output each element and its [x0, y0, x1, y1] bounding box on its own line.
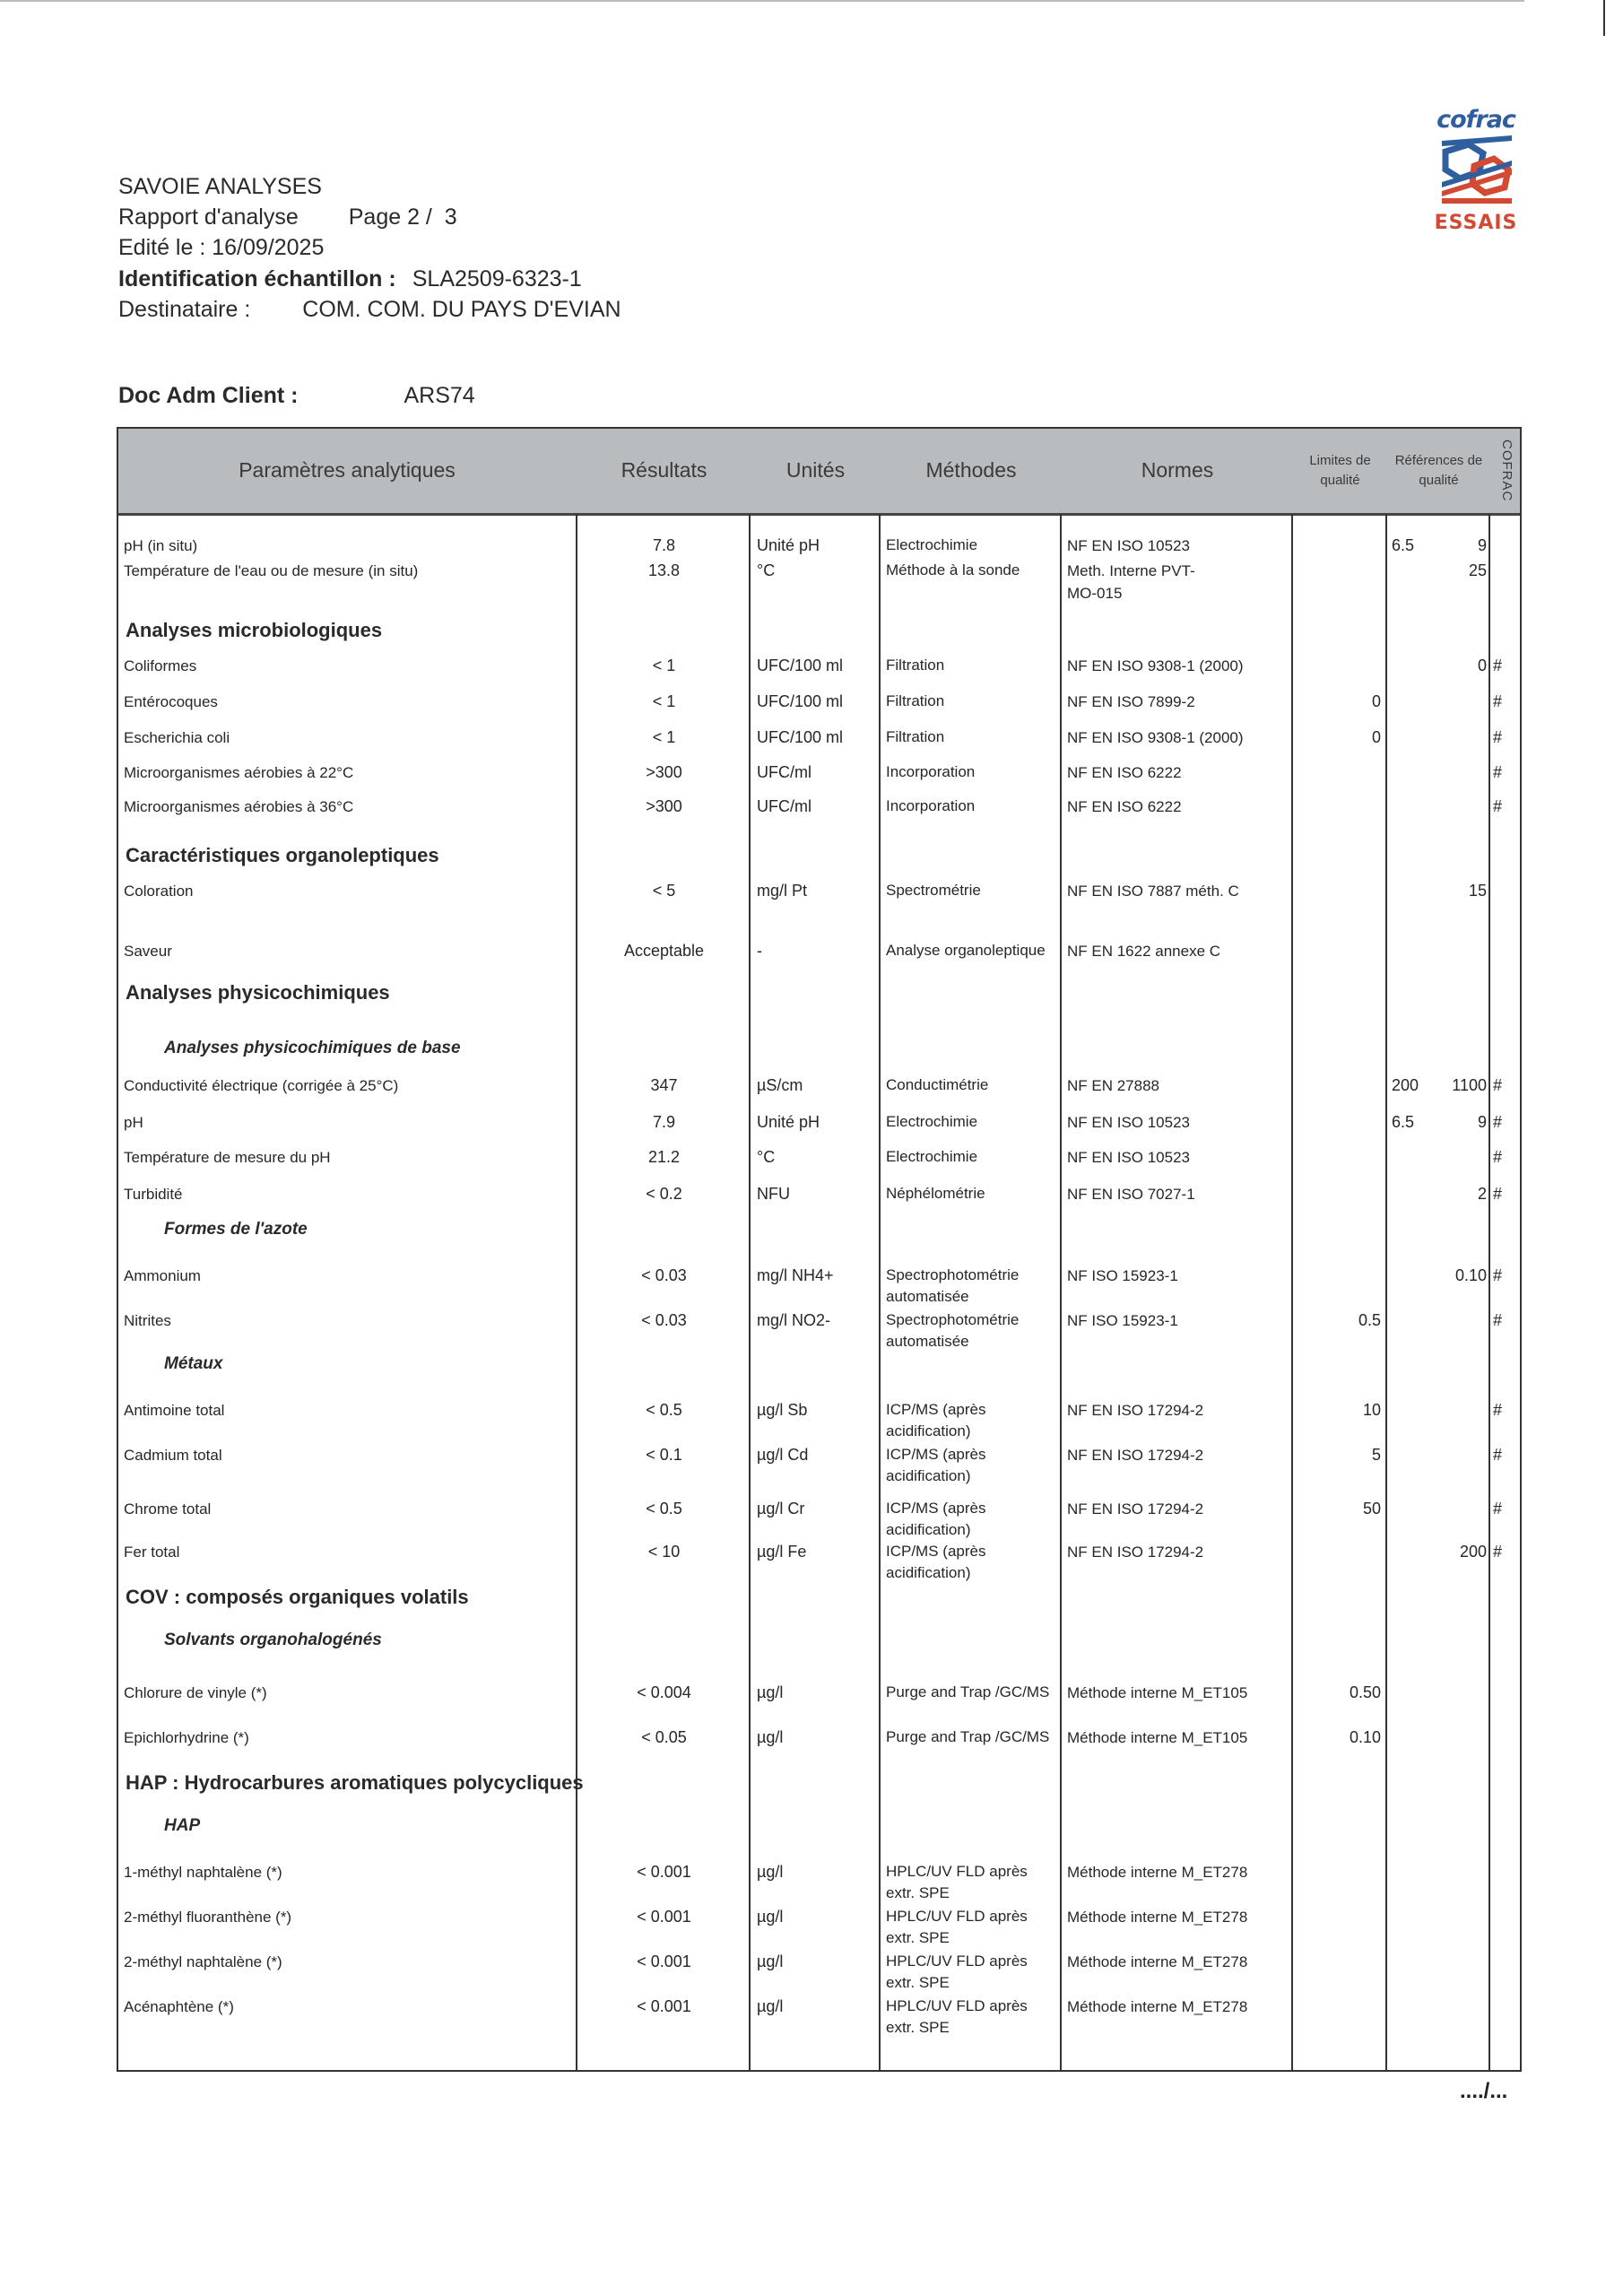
quality-limit: 0.50: [1349, 1683, 1381, 1701]
quality-reference-max: 9: [1477, 1113, 1487, 1131]
param-name: Escherichia coli: [124, 729, 230, 746]
method: Néphélométrie: [886, 1185, 985, 1202]
unit: NFU: [757, 1185, 790, 1203]
result-value: < 1: [652, 692, 676, 710]
param-name: Température de l'eau ou de mesure (in situ): [124, 562, 419, 579]
quality-limit: 5: [1371, 1446, 1381, 1464]
method: ICP/MS (après acidification): [886, 1446, 986, 1484]
col-divider: [1060, 514, 1062, 2070]
method: Analyse organoleptique: [886, 942, 1046, 959]
param-name: 1-méthyl naphtalène (*): [124, 1864, 282, 1881]
param-name: Microorganismes aérobies à 36°C: [124, 798, 354, 815]
recipient-line: [118, 297, 621, 323]
recipient-value: COM. COM. DU PAYS D'EVIAN: [302, 297, 621, 322]
unit: UFC/ml: [757, 763, 812, 781]
method: Conductimétrie: [886, 1076, 989, 1093]
quality-reference-max: 0.10: [1454, 1266, 1487, 1284]
doc-adm-value: ARS74: [404, 383, 475, 408]
unit: °C: [757, 561, 776, 579]
unit: µg/l: [757, 1952, 784, 1970]
cofrac-logo-text: cofrac: [1436, 106, 1515, 134]
method: Filtration: [886, 692, 945, 709]
quality-reference-max: 15: [1468, 882, 1487, 900]
unit: µg/l: [757, 1863, 784, 1881]
sample-id-value: SLA2509-6323-1: [412, 266, 582, 291]
quality-reference-min: 200: [1392, 1076, 1419, 1094]
unit: Unité pH: [757, 536, 820, 554]
norm: NF EN ISO 10523: [1067, 1149, 1191, 1166]
unit: UFC/100 ml: [757, 728, 844, 746]
param-name: pH: [124, 1114, 143, 1131]
quality-limit: 50: [1362, 1500, 1381, 1518]
param-name: Ammonium: [124, 1267, 201, 1284]
cofrac-mark: #: [1493, 1113, 1503, 1131]
norm: Méthode interne M_ET278: [1067, 1864, 1248, 1881]
norm: NF EN 27888: [1067, 1077, 1159, 1094]
col-header-quality-references: Références de qualité: [1394, 453, 1483, 488]
recipient-label: Destinataire :: [118, 297, 251, 322]
unit: mg/l NH4+: [757, 1266, 834, 1284]
unit: UFC/100 ml: [757, 657, 844, 674]
norm: NF EN ISO 6222: [1067, 798, 1182, 815]
norm: NF EN ISO 17294-2: [1067, 1500, 1204, 1518]
quality-limit: 0: [1371, 728, 1381, 746]
norm: NF EN ISO 6222: [1067, 764, 1182, 781]
norm: NF EN ISO 7899-2: [1067, 693, 1195, 710]
norm: NF EN ISO 7887 méth. C: [1067, 883, 1239, 900]
param-name: Nitrites: [124, 1312, 171, 1329]
unit: µg/l Sb: [757, 1401, 808, 1419]
unit: µg/l: [757, 1908, 784, 1926]
result-value: < 5: [652, 882, 676, 900]
method: ICP/MS (après acidification): [886, 1401, 986, 1439]
cofrac-mark: #: [1493, 1185, 1503, 1203]
unit: °C: [757, 1148, 776, 1166]
quality-reference-min: 6.5: [1392, 1113, 1415, 1131]
cofrac-mark: #: [1493, 1446, 1503, 1464]
method: Electrochimie: [886, 536, 978, 553]
norm: Méthode interne M_ET278: [1067, 1909, 1248, 1926]
col-header-parameters: Paramètres analytiques: [239, 458, 456, 483]
quality-limit: 0: [1371, 692, 1381, 710]
lab-name: SAVOIE ANALYSES: [118, 174, 322, 199]
result-value: Acceptable: [623, 942, 705, 960]
section-heading: HAP : Hydrocarbures aromatiques polycycliques: [126, 1771, 584, 1794]
method: Spectrophotométrie automatisée: [886, 1311, 1020, 1350]
method: Purge and Trap /GC/MS: [886, 1683, 1050, 1700]
cofrac-mark: #: [1493, 1401, 1503, 1419]
quality-limit: 0.5: [1358, 1311, 1381, 1329]
cofrac-logo: [1433, 106, 1519, 242]
cofrac-mark: #: [1493, 657, 1503, 674]
method: Purge and Trap /GC/MS: [886, 1728, 1050, 1745]
param-name: pH (in situ): [124, 537, 198, 554]
cofrac-mark: #: [1493, 728, 1503, 746]
result-value: < 0.001: [637, 1908, 691, 1926]
cofrac-mark: #: [1493, 692, 1503, 710]
report-label: Rapport d'analyse: [118, 204, 299, 230]
result-value: >300: [646, 763, 682, 781]
method: HPLC/UV FLD après extr. SPE: [886, 1952, 1028, 1991]
result-value: < 0.001: [637, 1997, 691, 2015]
cofrac-mark: #: [1493, 1148, 1503, 1166]
cofrac-mark: #: [1493, 1076, 1503, 1094]
param-name: Coliformes: [124, 657, 197, 674]
norm: NF EN ISO 10523: [1067, 1114, 1191, 1131]
section-heading: Caractéristiques organoleptiques: [126, 844, 439, 866]
result-value: 7.9: [652, 1113, 676, 1131]
unit: mg/l Pt: [757, 882, 808, 900]
essais-logo-text: ESSAIS: [1434, 212, 1518, 234]
method: Incorporation: [886, 763, 976, 780]
method: Filtration: [886, 657, 945, 674]
method: Incorporation: [886, 797, 976, 814]
unit: UFC/ml: [757, 797, 812, 815]
param-name: Fer total: [124, 1544, 180, 1561]
result-value: 13.8: [647, 561, 681, 579]
param-name: Cadmium total: [124, 1447, 222, 1464]
norm: NF EN ISO 9308-1 (2000): [1067, 729, 1244, 746]
edited-date: Edité le : 16/09/2025: [118, 235, 325, 260]
norm: Meth. Interne PVT-MO-015: [1067, 562, 1195, 602]
col-header-cofrac: COFRAC: [1498, 439, 1515, 502]
norm: Méthode interne M_ET105: [1067, 1684, 1248, 1701]
col-header-norms: Normes: [1141, 458, 1214, 483]
unit: µg/l Fe: [757, 1543, 807, 1561]
quality-reference-max: 9: [1477, 536, 1487, 554]
quality-reference-min: 6.5: [1392, 536, 1415, 554]
quality-limit: 10: [1362, 1401, 1381, 1419]
norm: NF EN ISO 17294-2: [1067, 1447, 1204, 1464]
quality-reference-max: 2: [1477, 1185, 1487, 1203]
report-title-line: [118, 204, 457, 230]
doc-adm-line: [118, 383, 475, 409]
unit: µg/l Cr: [757, 1500, 805, 1518]
method: Méthode à la sonde: [886, 561, 1020, 578]
result-value: < 1: [652, 657, 676, 674]
norm: NF ISO 15923-1: [1067, 1267, 1178, 1284]
method: Electrochimie: [886, 1148, 978, 1165]
param-name: Epichlorhydrine (*): [124, 1729, 249, 1746]
norm: NF EN ISO 9308-1 (2000): [1067, 657, 1244, 674]
col-divider: [1385, 514, 1387, 2070]
norm: NF EN 1622 annexe C: [1067, 943, 1221, 960]
param-name: 2-méthyl fluoranthène (*): [124, 1909, 292, 1926]
unit: µg/l: [757, 1997, 784, 2015]
section-heading: Analyses physicochimiques: [126, 981, 390, 1004]
result-value: < 0.1: [646, 1446, 682, 1464]
subsection-heading: Formes de l'azote: [164, 1220, 308, 1239]
result-value: < 10: [647, 1543, 681, 1561]
norm: Méthode interne M_ET278: [1067, 1953, 1248, 1970]
param-name: Microorganismes aérobies à 22°C: [124, 764, 354, 781]
subsection-heading: Analyses physicochimiques de base: [164, 1039, 461, 1057]
unit: -: [757, 942, 762, 960]
norm: NF ISO 15923-1: [1067, 1312, 1178, 1329]
col-header-methods: Méthodes: [925, 458, 1017, 483]
norm: Méthode interne M_ET105: [1067, 1729, 1248, 1746]
analysis-table: [117, 427, 1522, 2072]
cofrac-mark: #: [1493, 1500, 1503, 1518]
col-header-quality-limits: Limites de qualité: [1309, 453, 1371, 488]
cofrac-mark: #: [1493, 1311, 1503, 1329]
param-name: Conductivité électrique (corrigée à 25°C): [124, 1077, 399, 1094]
result-value: 7.8: [652, 536, 676, 554]
norm: Méthode interne M_ET278: [1067, 1998, 1248, 2015]
scan-top-edge: [0, 0, 1524, 2]
cofrac-mark: #: [1493, 797, 1503, 815]
result-value: < 0.001: [637, 1863, 691, 1881]
method: ICP/MS (après acidification): [886, 1543, 986, 1581]
sample-id-label: Identification échantillon :: [118, 266, 396, 291]
scan-right-edge: [1603, 0, 1605, 36]
result-value: < 0.03: [641, 1311, 687, 1329]
result-value: < 0.2: [646, 1185, 682, 1203]
sample-id-line: [118, 266, 582, 292]
norm: NF EN ISO 7027-1: [1067, 1186, 1195, 1203]
param-name: Antimoine total: [124, 1402, 225, 1419]
result-value: < 0.001: [637, 1952, 691, 1970]
norm: NF EN ISO 17294-2: [1067, 1544, 1204, 1561]
result-value: 21.2: [647, 1148, 681, 1166]
col-header-results: Résultats: [621, 458, 707, 483]
param-name: 2-méthyl naphtalène (*): [124, 1953, 282, 1970]
method: Spectrométrie: [886, 882, 981, 899]
quality-reference-max: 200: [1459, 1543, 1487, 1561]
result-value: < 0.5: [646, 1401, 682, 1419]
param-name: Entérocoques: [124, 693, 218, 710]
quality-reference-max: 0: [1477, 657, 1487, 674]
method: Electrochimie: [886, 1113, 978, 1130]
method: HPLC/UV FLD après extr. SPE: [886, 1908, 1028, 1946]
result-value: < 0.004: [637, 1683, 691, 1701]
unit: µg/l: [757, 1683, 784, 1701]
cofrac-mark: #: [1493, 1543, 1503, 1561]
result-value: < 0.03: [641, 1266, 687, 1284]
param-name: Coloration: [124, 883, 194, 900]
result-value: < 0.05: [641, 1728, 687, 1746]
param-name: Acénaphtène (*): [124, 1998, 234, 2015]
method: HPLC/UV FLD après extr. SPE: [886, 1863, 1028, 1901]
quality-reference-max: 25: [1468, 561, 1487, 579]
section-heading: Analyses microbiologiques: [126, 619, 383, 641]
page-indicator: Page 2 / 3: [348, 204, 457, 230]
param-name: Saveur: [124, 943, 172, 960]
quality-limit: 0.10: [1349, 1728, 1381, 1746]
continuation-mark: ..../...: [1460, 2079, 1508, 2103]
method: ICP/MS (après acidification): [886, 1500, 986, 1538]
method: Spectrophotométrie automatisée: [886, 1266, 1020, 1305]
result-value: < 0.5: [646, 1500, 682, 1518]
method: Filtration: [886, 728, 945, 745]
cofrac-mark: #: [1493, 763, 1503, 781]
norm: NF EN ISO 10523: [1067, 537, 1191, 554]
subsection-heading: Métaux: [164, 1354, 223, 1373]
param-name: Chlorure de vinyle (*): [124, 1684, 267, 1701]
result-value: < 1: [652, 728, 676, 746]
param-name: Température de mesure du pH: [124, 1149, 331, 1166]
unit: µg/l: [757, 1728, 784, 1746]
unit: mg/l NO2-: [757, 1311, 831, 1329]
section-heading: COV : composés organiques volatils: [126, 1586, 469, 1608]
quality-reference-max: 1100: [1452, 1076, 1487, 1094]
method: HPLC/UV FLD après extr. SPE: [886, 1997, 1028, 2036]
param-name: Turbidité: [124, 1186, 183, 1203]
unit: UFC/100 ml: [757, 692, 844, 710]
table-header: [118, 429, 1520, 516]
unit: µS/cm: [757, 1076, 803, 1094]
norm: NF EN ISO 17294-2: [1067, 1402, 1204, 1419]
unit: µg/l Cd: [757, 1446, 809, 1464]
cofrac-hexagon-icon: [1433, 134, 1519, 205]
col-divider: [1488, 514, 1490, 2070]
doc-adm-label: Doc Adm Client :: [118, 383, 299, 408]
cofrac-mark: #: [1493, 1266, 1503, 1284]
result-value: 347: [650, 1076, 678, 1094]
subsection-heading: Solvants organohalogénés: [164, 1631, 382, 1649]
result-value: >300: [646, 797, 682, 815]
unit: Unité pH: [757, 1113, 820, 1131]
subsection-heading: HAP: [164, 1816, 201, 1835]
col-header-units: Unités: [785, 458, 846, 483]
param-name: Chrome total: [124, 1500, 212, 1518]
